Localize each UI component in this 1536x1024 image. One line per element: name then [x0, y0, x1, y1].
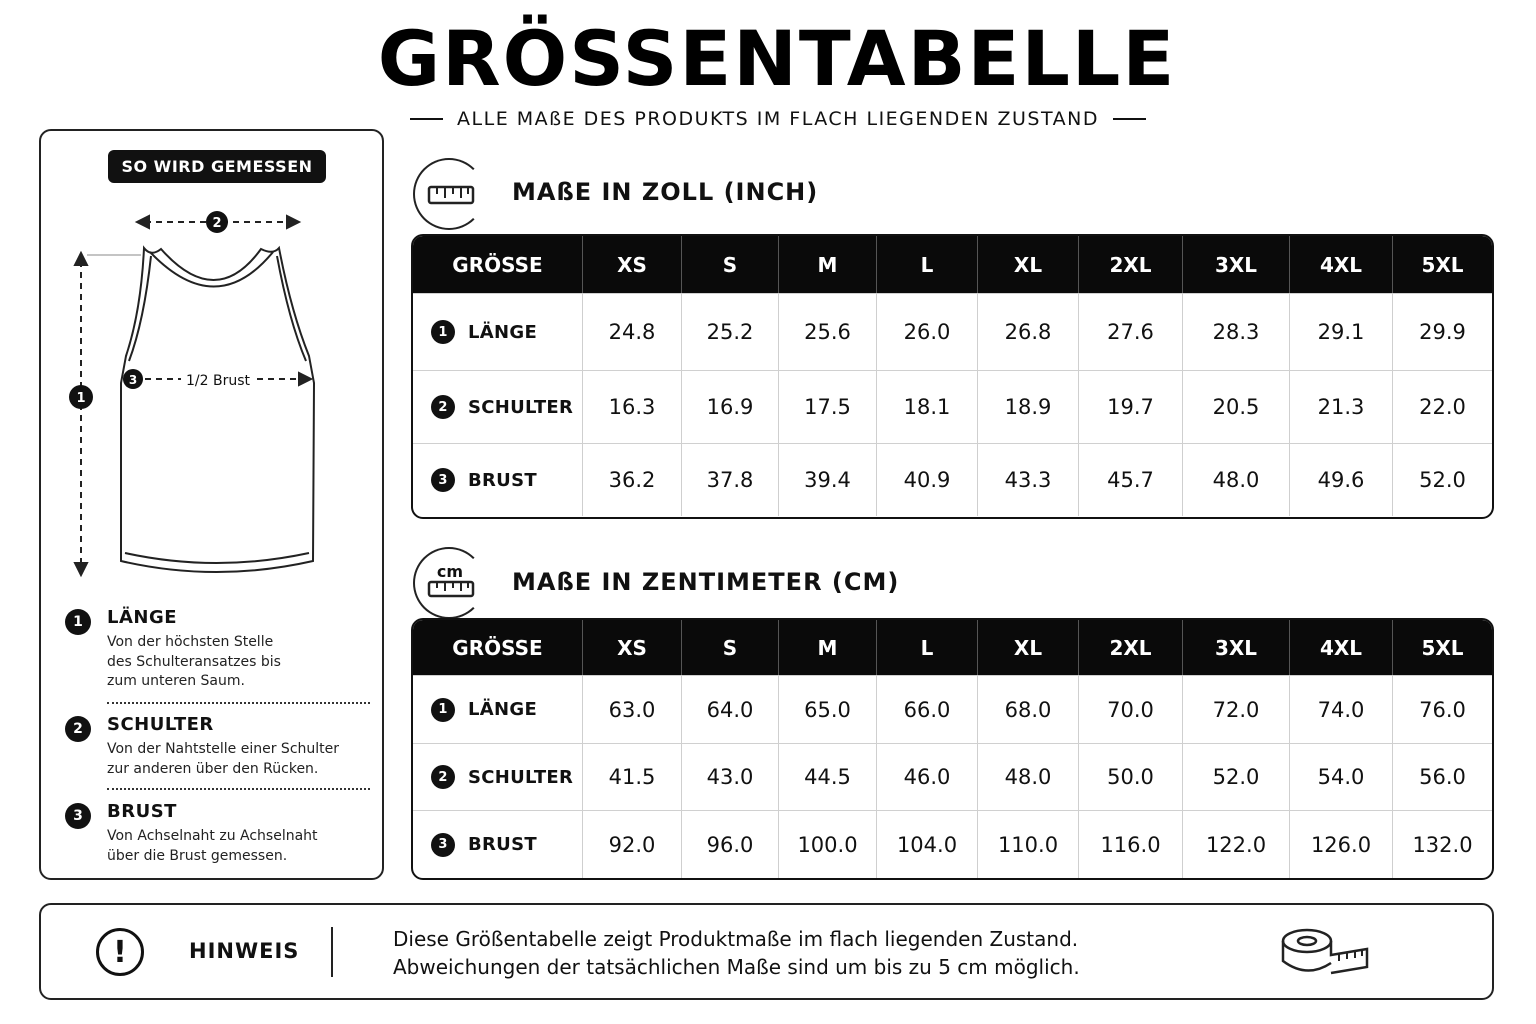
- row-label-text: SCHULTER: [468, 396, 574, 418]
- svg-text:cm: cm: [436, 562, 464, 581]
- row-number-badge: 2: [431, 765, 455, 789]
- subtitle-rule-right: [1113, 118, 1146, 120]
- row-label-text: BRUST: [468, 469, 537, 491]
- value-cell: 36.2: [583, 444, 682, 516]
- value-cell: 92.0: [583, 811, 682, 878]
- cm-section-title: MAßE IN ZENTIMETER (CM): [512, 568, 900, 596]
- subtitle-rule-left: [410, 118, 443, 120]
- value-cell: 41.5: [583, 744, 682, 810]
- subtitle-row: [410, 106, 1146, 132]
- legend-title: LÄNGE: [107, 607, 178, 628]
- value-cell: 122.0: [1183, 811, 1290, 878]
- header-xs: XS: [583, 236, 682, 293]
- table-row: [413, 675, 1492, 743]
- length-marker-num: 1: [76, 391, 86, 406]
- value-cell: 39.4: [779, 444, 877, 516]
- value-cell: 96.0: [682, 811, 779, 878]
- legend-title: BRUST: [107, 801, 177, 822]
- value-cell: 52.0: [1419, 468, 1466, 492]
- row-label: [413, 444, 583, 516]
- header-4xl: 4XL: [1290, 620, 1393, 675]
- legend-divider: [107, 702, 370, 704]
- value-cell: 65.0: [779, 676, 877, 743]
- header-xl: XL: [978, 620, 1079, 675]
- table-row: [413, 443, 1492, 516]
- header-3xl: 3XL: [1183, 620, 1290, 675]
- legend-num: 1: [65, 609, 91, 635]
- row-label: [413, 811, 583, 878]
- value-cell: 22.0: [1419, 395, 1466, 419]
- value-cell: 64.0: [682, 676, 779, 743]
- value-cell: 44.5: [779, 744, 877, 810]
- header-5xl: 5XL: [1421, 252, 1464, 277]
- value-cell: 49.6: [1290, 444, 1393, 516]
- value-cell: 100.0: [779, 811, 877, 878]
- row-number-badge: 1: [431, 320, 455, 344]
- legend-divider: [107, 788, 370, 790]
- cm-ruler-icon: [413, 547, 485, 619]
- subtitle: ALLE MAßE DES PRODUKTS IM FLACH LIEGENDEN ZUSTAND: [457, 108, 1099, 130]
- value-cell: 68.0: [978, 676, 1079, 743]
- value-cell: 37.8: [682, 444, 779, 516]
- row-number-badge: 1: [431, 698, 455, 722]
- note-text: [393, 925, 1080, 981]
- value-cell: 56.0: [1419, 765, 1466, 789]
- row-label: [413, 676, 583, 743]
- value-cell: 25.6: [779, 294, 877, 370]
- value-cell: 63.0: [583, 676, 682, 743]
- legend-desc: Von Achselnaht zu Achselnaht über die Brust gemessen.: [107, 828, 318, 864]
- value-cell: 116.0: [1079, 811, 1183, 878]
- row-label-text: LÄNGE: [468, 321, 538, 343]
- cm-size-table: [411, 618, 1494, 880]
- value-cell: 24.8: [583, 294, 682, 370]
- legend-num: 3: [65, 803, 91, 829]
- header-m: M: [779, 620, 877, 675]
- value-cell: 76.0: [1419, 697, 1466, 722]
- how-to-measure-panel: [39, 129, 384, 880]
- note-heading: HINWEIS: [189, 939, 300, 963]
- header-xl: XL: [978, 236, 1079, 293]
- chest-label: 1/2 Brust: [186, 373, 250, 389]
- value-cell: 29.9: [1419, 320, 1466, 344]
- value-cell: 16.9: [682, 371, 779, 443]
- value-cell: 52.0: [1183, 744, 1290, 810]
- header-l: L: [877, 620, 978, 675]
- value-cell: 132.0: [1412, 832, 1473, 857]
- table-header-row: [413, 236, 1492, 293]
- value-cell: 110.0: [978, 811, 1079, 878]
- chest-marker-num: 3: [128, 373, 138, 387]
- header-2xl: 2XL: [1079, 620, 1183, 675]
- header-3xl: 3XL: [1183, 236, 1290, 293]
- table-row: [413, 293, 1492, 370]
- value-cell: 21.3: [1290, 371, 1393, 443]
- length-arrow: [75, 253, 141, 575]
- how-to-measure-badge: SO WIRD GEMESSEN: [108, 150, 326, 183]
- value-cell: 54.0: [1290, 744, 1393, 810]
- value-cell: 48.0: [978, 744, 1079, 810]
- value-cell: 46.0: [877, 744, 978, 810]
- header-2xl: 2XL: [1079, 236, 1183, 293]
- row-number-badge: 3: [431, 468, 455, 492]
- header-s: S: [682, 236, 779, 293]
- value-cell: 70.0: [1079, 676, 1183, 743]
- header-s: S: [682, 620, 779, 675]
- tank-top-diagram: [41, 131, 386, 601]
- page-title: GRÖSSENTABELLE: [377, 14, 1177, 103]
- row-number-badge: 3: [431, 833, 455, 857]
- value-cell: 17.5: [779, 371, 877, 443]
- row-label: [413, 294, 583, 370]
- legend-num: 2: [65, 716, 91, 742]
- shoulder-marker-num: 2: [212, 216, 222, 231]
- table-row: [413, 370, 1492, 443]
- note-box: [39, 903, 1494, 1000]
- value-cell: 66.0: [877, 676, 978, 743]
- legend-desc: Von der höchsten Stelle des Schulteransatzes bis zum unteren Saum.: [107, 634, 281, 689]
- row-label: [413, 371, 583, 443]
- value-cell: 72.0: [1183, 676, 1290, 743]
- value-cell: 74.0: [1290, 676, 1393, 743]
- inch-section-title: MAßE IN ZOLL (INCH): [512, 178, 819, 206]
- value-cell: 29.1: [1290, 294, 1393, 370]
- value-cell: 27.6: [1079, 294, 1183, 370]
- value-cell: 43.0: [682, 744, 779, 810]
- value-cell: 18.1: [877, 371, 978, 443]
- exclamation-icon: !: [96, 928, 144, 976]
- note-divider: [331, 927, 333, 977]
- value-cell: 104.0: [877, 811, 978, 878]
- tank-top-icon: [121, 248, 314, 572]
- header-5xl: 5XL: [1421, 635, 1464, 660]
- row-number-badge: 2: [431, 395, 455, 419]
- row-label-text: BRUST: [468, 834, 537, 855]
- value-cell: 26.8: [978, 294, 1079, 370]
- value-cell: 45.7: [1079, 444, 1183, 516]
- table-row: [413, 810, 1492, 878]
- value-cell: 126.0: [1290, 811, 1393, 878]
- header-size-label: GRÖSSE: [413, 236, 583, 293]
- row-label: [413, 744, 583, 810]
- value-cell: 50.0: [1079, 744, 1183, 810]
- value-cell: 25.2: [682, 294, 779, 370]
- table-header-row: [413, 620, 1492, 675]
- ruler-icon: [413, 158, 485, 230]
- header-4xl: 4XL: [1290, 236, 1393, 293]
- table-row: [413, 743, 1492, 810]
- value-cell: 18.9: [978, 371, 1079, 443]
- header-size-label: GRÖSSE: [413, 620, 583, 675]
- header-xs: XS: [583, 620, 682, 675]
- value-cell: 28.3: [1183, 294, 1290, 370]
- value-cell: 16.3: [583, 371, 682, 443]
- header-m: M: [779, 236, 877, 293]
- value-cell: 48.0: [1183, 444, 1290, 516]
- legend-desc: Von der Nahtstelle einer Schulter zur anderen über den Rücken.: [107, 741, 340, 777]
- value-cell: 20.5: [1183, 371, 1290, 443]
- note-line-1: Diese Größentabelle zeigt Produktmaße im flach liegenden Zustand.: [393, 927, 1079, 951]
- legend-title: SCHULTER: [107, 714, 214, 735]
- row-label-text: SCHULTER: [468, 766, 574, 788]
- value-cell: 19.7: [1079, 371, 1183, 443]
- value-cell: 40.9: [877, 444, 978, 516]
- value-cell: 26.0: [877, 294, 978, 370]
- measuring-tape-icon: [1277, 923, 1373, 983]
- header-l: L: [877, 236, 978, 293]
- inch-size-table: [411, 234, 1494, 519]
- note-line-2: Abweichungen der tatsächlichen Maße sind um bis zu 5 cm möglich.: [393, 955, 1080, 979]
- value-cell: 43.3: [978, 444, 1079, 516]
- row-label-text: LÄNGE: [468, 699, 538, 720]
